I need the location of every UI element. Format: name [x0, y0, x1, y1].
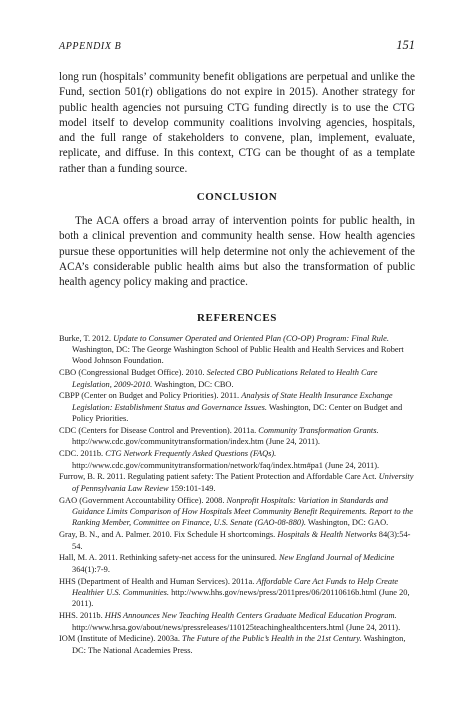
references-heading: REFERENCES [197, 311, 277, 324]
reference-list [59, 333, 415, 657]
reference-item: Hall, M. A. 2011. Rethinking safety-net access for the uninsured. New England Journal of Medicine 364(1):7-9. [59, 553, 395, 574]
reference-item: HHS (Department of Health and Human Services). 2011a. Affordable Care Act Funds to Help Create Healthier U.S. Communities. http://www.hhs.gov/news/press/2011pres/06/20110616b.html (June 20, 2011). [59, 576, 410, 609]
reference-item: IOM (Institute of Medicine). 2003a. The Future of the Public’s Health in the 21st Century. Washington, DC: The National Academies Press. [59, 634, 406, 655]
running-header [59, 38, 415, 56]
conclusion-heading: CONCLUSION [196, 191, 278, 204]
running-title: APPENDIX B [59, 41, 122, 52]
reference-item: Burke, T. 2012. Update to Consumer Operated and Oriented Plan (CO-OP) Program: Final Rule. Washington, DC: The George Washington School of Public Health and Health Services and Robert Wood Johnson Foundation. [59, 333, 404, 366]
conclusion-paragraph: The ACA offers a broad array of intervention points for public health, in both a clinical prevention and community health sense. How health agencies pursue these opportunities will help determine not only the achievement of the ACA’s considerable public health aims but also the transformation of public health agency policy making and practice. [59, 215, 415, 289]
page-number: 151 [396, 38, 415, 52]
reference-item: GAO (Government Accountability Office). 2008. Nonprofit Hospitals: Variation in Standards and Guidance Limits Comparison of How Hospitals Meet Community Benefit Requirements. Report to the Ranking Member, Committee on Finance, U.S. Senate (GAO-08-880). Washington, DC: GAO. [59, 495, 413, 528]
reference-item: Gray, B. N., and A. Palmer. 2010. Fix Schedule H shortcomings. Hospitals & Health Networks 84(3):54-54. [59, 530, 411, 551]
reference-item: Furrow, B. R. 2011. Regulating patient safety: The Patient Protection and Affordable Care Act. University of Pennsylvania Law Review 159:101-149. [59, 472, 414, 493]
reference-item: CBPP (Center on Budget and Policy Priorities). 2011. Analysis of State Health Insurance Exchange Legislation: Establishment Status and Governance Issues. Washington, DC: Center on Budget and Policy Priorities. [59, 391, 403, 424]
body-text [59, 70, 415, 291]
reference-item: HHS. 2011b. HHS Announces New Teaching Health Centers Graduate Medical Education Program. http://www.hrsa.gov/about/news/pressreleases/110125teachinghealthcenters.html (June 24, 2011). [59, 611, 401, 632]
reference-item: CBO (Congressional Budget Office). 2010. Selected CBO Publications Related to Health Care Legislation, 2009-2010. Washington, DC: CBO. [59, 368, 378, 389]
continuation-paragraph: long run (hospitals’ community benefit obligations are perpetual and unlike the Fund, section 501(r) obligations do not expire in 2015). Another strategy for public health agencies not pursuing CTG funding directly is to use the CTG model itself to develop community coalitions involving agencies, hospitals, and the full range of stakeholders to convene, plan, implement, evaluate, replicate, and diffuse. In this context, CTG can be thought of as a template rather than a funding source. [59, 71, 415, 175]
reference-item: CDC (Centers for Disease Control and Prevention). 2011a. Community Transformation Grants. http://www.cdc.gov/communitytransformation/index.htm (June 24, 2011). [59, 425, 379, 447]
document-page [59, 38, 415, 657]
reference-item: CDC. 2011b. CTG Network Frequently Asked Questions (FAQs). http://www.cdc.gov/communitytransformation/network/faq/index.htm#pa1 (June 24, 2011). [59, 449, 380, 470]
